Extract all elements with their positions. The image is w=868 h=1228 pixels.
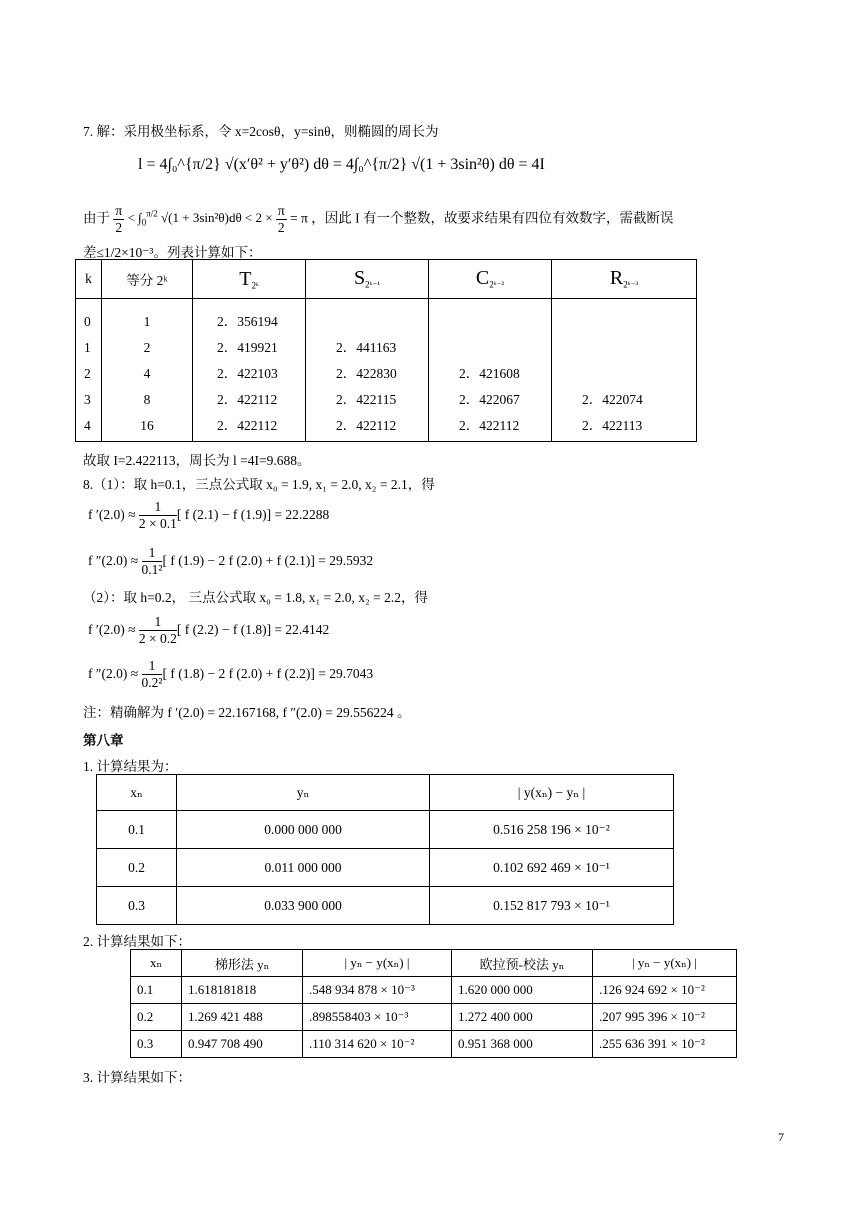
chapter-8-title: 第八章 [83,733,124,748]
header-R: $R_{2ᵏ^{-3}}$ [552,260,697,299]
n-column: 1 2 4 8 16 [102,299,193,442]
trapezoid-euler-table: xₙ 梯形法 yₙ | yₙ − y(xₙ) | 欧拉预-校法 yₙ | yₙ − y(xₙ) | 0.1 1.618181818 .548 934 878 × 10⁻³ 1.620 000 000 .126 924 692 × 10⁻² 0.2 1.269 421 488 .898558403 × 10⁻³ 1.272 400 000 .207 995 396 × 10⁻² 0.3 0.947 708 490 .110 314 620 × 10⁻² 0.951 368 000 .255 636 391 × 10⁻² [130,949,737,1058]
header-n: 等分 2ᵏ [102,260,193,299]
header-C: $C_{2ᵏ^{-2}}$ [429,260,552,299]
table-row: 0.2 1.269 421 488 .898558403 × 10⁻³ 1.272 400 000 .207 995 396 × 10⁻² [131,1004,737,1031]
page-number: 7 [778,1130,784,1144]
euler-results-table [96,774,674,925]
first-derivative-h02: f ′(2.0) ≈ $\frac{1}{2 \times 0.2}$ [ f (2.2) − f (1.8)] = 22.4142 [88,614,330,647]
question-2-label: 2. 计算结果如下： [83,934,191,949]
problem-7-bound: 由于 $\frac{\pi}{2}$ < $\int_0^{\pi/2}$ √(1 + 3sin²θ)dθ < 2 × $\frac{\pi}{2}$ = π ，因此 I 有一个整数，故要求结果有四位有效数字，需截断误 [83,202,674,235]
second-derivative-h02: f ″(2.0) ≈ $\frac{1}{\text{0.2²}}$ [ f (1.8) − 2 f (2.0) + f (2.2)] = 29.7043 [88,658,374,691]
pi-over-2-fraction: $\frac{\pi}{2}$ [115,202,123,235]
col-xn: xₙ [97,775,177,811]
question-3-label: 3. 计算结果如下： [83,1070,191,1085]
problem-8-part2: （2）：取 h=0.2， 三点公式取 x₀ = 1.8, x₁ = 2.0, x₂ = 2.2，得 [83,590,428,605]
table-row: 0.2 0.011 000 000 0.102 692 469 × 10⁻¹ [97,849,674,887]
T-column: 2．356194 2．419921 2．422103 2．422112 2．422112 [193,299,306,442]
exact-solution-note: 注：精确解为 f ′(2.0) = 22.167168, f ″(2.0) = 29.556224 。 [83,705,411,720]
romberg-table [75,259,697,442]
S-column: 2．441163 2．422830 2．422115 2．422112 [306,299,429,442]
header-S: $S_{2ᵏ^{-1}}$ [306,260,429,299]
col-yn: yₙ [177,775,430,811]
C-column: 2．421608 2．422067 2．422112 [429,299,552,442]
problem-7-conclusion: 故取 I=2.422113，周长为 l =4I=9.688。 [83,453,311,468]
problem-7-tolerance: 差≤1/2×10⁻³。列表计算如下： [83,245,262,260]
col-error: | y(xₙ) − yₙ | [430,775,674,811]
table-row: 0.3 0.947 708 490 .110 314 620 × 10⁻² 0.951 368 000 .255 636 391 × 10⁻² [131,1031,737,1058]
problem-8-part1: 8.（1）：取 h=0.1，三点公式取 x₀ = 1.9, x₁ = 2.0, x₂ = 2.1，得 [83,477,435,492]
ellipse-perimeter-formula: l = 4∫₀^{π/2} √(x′θ² + y′θ²) dθ = 4∫₀^{π/2} √(1 + 3sin²θ) dθ = 4I [138,156,545,173]
question-1-label: 1. 计算结果为： [83,759,178,774]
table-row: 0.1 0.000 000 000 0.516 258 196 × 10⁻² [97,811,674,849]
first-derivative-h01: f ′(2.0) ≈ $\frac{1}{2 \times 0.1}$ [ f (2.1) − f (1.9)] = 22.2288 [88,499,330,532]
R-column: 2．422074 2．422113 [582,392,643,433]
k-column: 0 1 2 3 4 [76,299,102,442]
table-row: 0.3 0.033 900 000 0.152 817 793 × 10⁻¹ [97,887,674,925]
table-row: 0.1 1.618181818 .548 934 878 × 10⁻³ 1.620 000 000 .126 924 692 × 10⁻² [131,977,737,1004]
header-T: $T_{2ᵏ}$ [193,260,306,299]
header-k: k [76,260,102,299]
second-derivative-h01: f ″(2.0) ≈ $\frac{1}{\text{0.1²}}$ [ f (1.9) − 2 f (2.0) + f (2.1)] = 29.5932 [88,545,374,578]
problem-7-intro: 7. 解：采用极坐标系，令 x=2cosθ，y=sinθ，则椭圆的周长为 [83,124,439,139]
